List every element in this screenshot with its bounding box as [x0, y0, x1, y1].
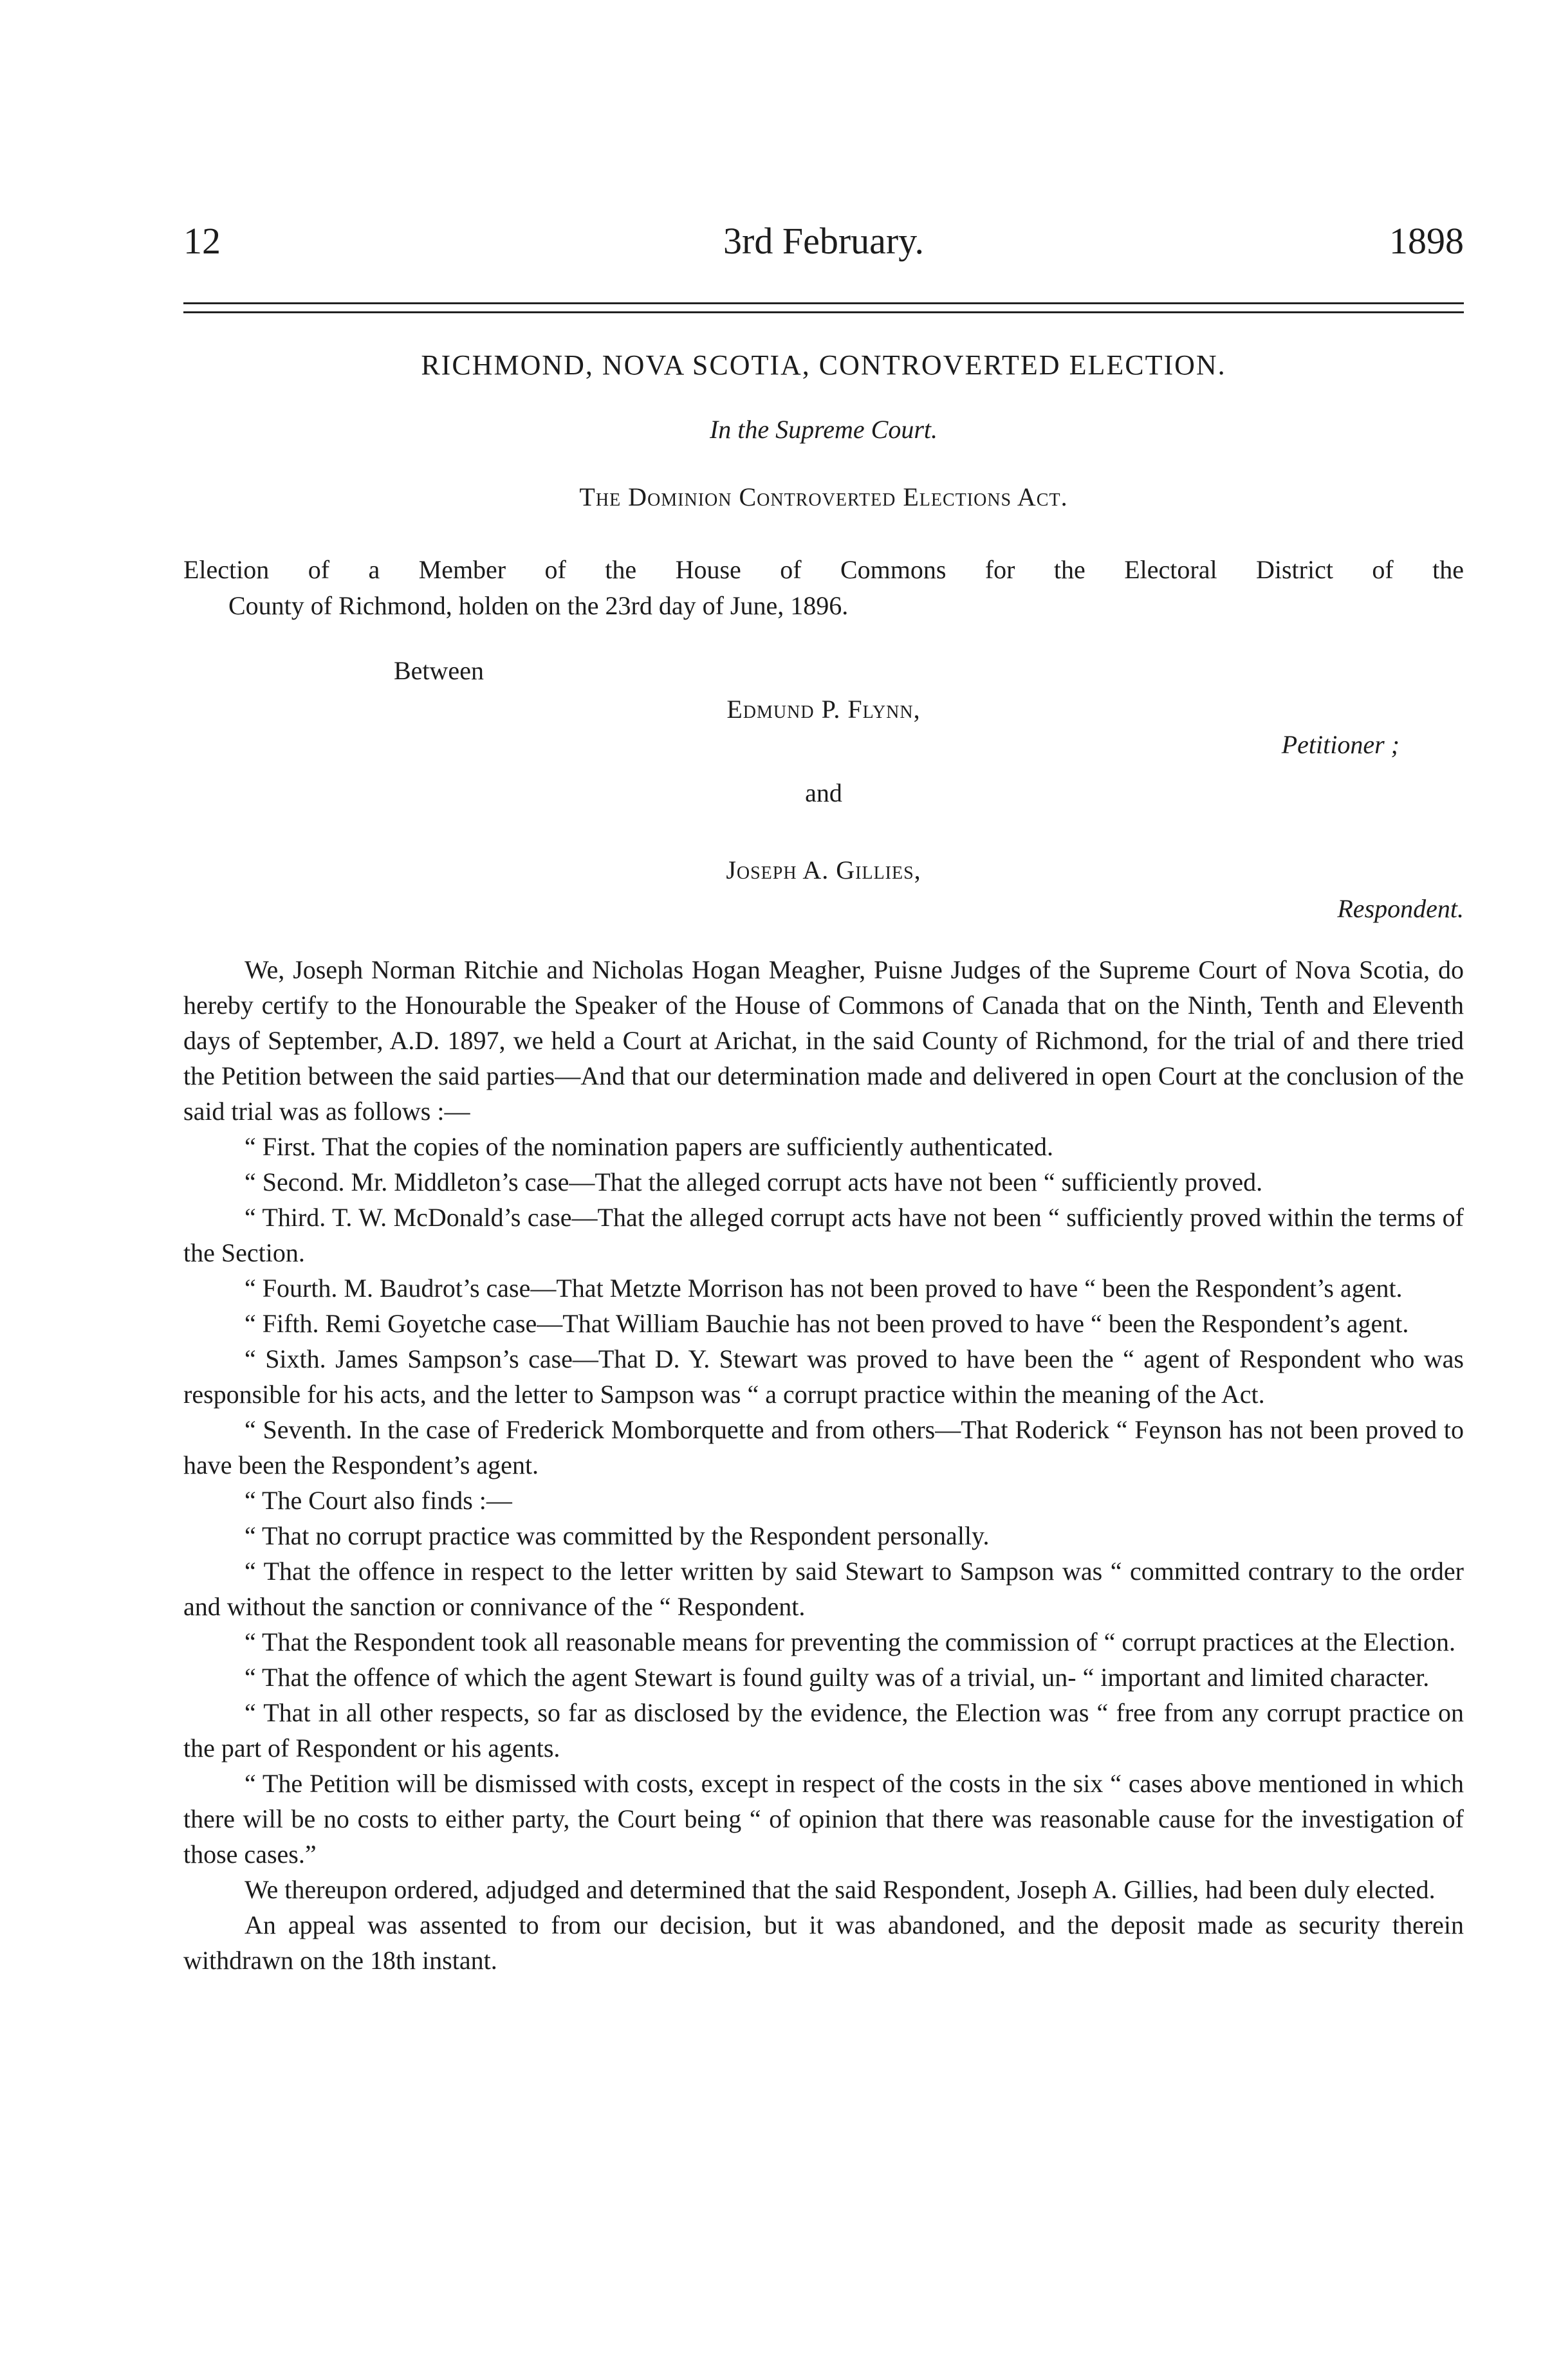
body-paragraph: “ That in all other respects, so far as disclosed by the evidence, the Election was “ free from any corrupt practice on the part of Respondent or his agents. [183, 1698, 1464, 1762]
body-paragraph: We, Joseph Norman Ritchie and Nicholas Hogan Meagher, Puisne Judges of the Supreme Court of Nova Scotia, do hereby certify to the Honourable the Speaker of the House of Commons of Canada that on the Ninth, Tenth and Eleventh days of September, A.D. 1897, we held a Court at Arichat, in the said County of Richmond, for the trial of and there tried the Petition between the said parties—And that our determination made and delivered in open Court at the conclusion of the said trial was as follows :— [183, 955, 1464, 1126]
act-name: The Dominion Controverted Elections Act. [579, 482, 1068, 511]
petitioner-name: Edmund P. Flynn, [726, 695, 921, 724]
document-page [183, 0, 1464, 2380]
header-rule-top [183, 302, 1464, 304]
respondent-name: Joseph A. Gillies, [726, 856, 921, 884]
document-title: RICHMOND, NOVA SCOTIA, CONTROVERTED ELECTION. [421, 349, 1226, 381]
court-name: In the Supreme Court. [709, 415, 938, 444]
election-line-2: County of Richmond, holden on the 23rd day of June, 1896. [228, 591, 849, 620]
body-paragraph: “ The Petition will be dismissed with costs, except in respect of the costs in the six “ cases above mentioned in which there will be no costs to either party, the Court being “ of opinion that there was reasonable cause for the investigation of those cases.” [183, 1769, 1464, 1869]
body-paragraph: “ Sixth. James Sampson’s case—That D. Y. Stewart was proved to have been the “ agent of Respondent who was responsible for his acts, and the letter to Sampson was “ a corrupt practice within the meaning of the Act. [183, 1344, 1464, 1409]
election-description [183, 552, 1464, 624]
respondent-role: Respondent. [1337, 894, 1464, 923]
header-year: 1898 [1389, 220, 1464, 262]
body-paragraph: “ Fourth. M. Baudrot’s case—That Metzte Morrison has not been proved to have “ been the Respondent’s agent. [245, 1274, 1403, 1303]
certificate-body [183, 952, 1464, 1978]
body-paragraph: An appeal was assented to from our decision, but it was abandoned, and the deposit made as security therein withdrawn on the 18th instant. [183, 1910, 1464, 1975]
body-paragraph: “ Second. Mr. Middleton’s case—That the alleged corrupt acts have not been “ sufficiently proved. [245, 1167, 1263, 1196]
body-paragraph: “ That the offence of which the agent Stewart is found guilty was of a trivial, un- “ important and limited character. [245, 1663, 1430, 1692]
body-paragraph: “ First. That the copies of the nomination papers are sufficiently authenticated. [245, 1132, 1054, 1161]
petitioner-role: Petitioner ; [1281, 730, 1399, 759]
election-line-1: Election of a Member of the House of Commons for the Electoral District of the [183, 555, 1464, 584]
header-rule-bottom [183, 311, 1464, 313]
page-number: 12 [183, 220, 221, 262]
body-paragraph: “ That the Respondent took all reasonable means for preventing the commission of “ corrupt practices at the Election. [245, 1627, 1455, 1656]
body-paragraph: “ Seventh. In the case of Frederick Momborquette and from others—That Roderick “ Feynson has not been proved to have been the Respondent’s agent. [183, 1415, 1464, 1479]
body-paragraph: “ The Court also finds :— [245, 1486, 512, 1515]
page-header [183, 215, 1464, 267]
body-paragraph: “ That the offence in respect to the letter written by said Stewart to Sampson was “ committed contrary to the order and without the sanction or connivance of the “ Respondent. [183, 1557, 1464, 1621]
body-paragraph: “ Fifth. Remi Goyetche case—That William Bauchie has not been proved to have “ been the Respondent’s agent. [245, 1309, 1409, 1338]
header-date: 3rd February. [723, 220, 924, 262]
conjunction: and [805, 778, 842, 807]
body-paragraph: “ Third. T. W. McDonald’s case—That the alleged corrupt acts have not been “ sufficiently proved within the terms of the Section. [183, 1203, 1464, 1267]
between-label: Between [394, 656, 484, 685]
body-paragraph: We thereupon ordered, adjudged and determined that the said Respondent, Joseph A. Gillies, had been duly elected. [245, 1875, 1436, 1904]
body-paragraph: “ That no corrupt practice was committed by the Respondent personally. [245, 1521, 990, 1550]
